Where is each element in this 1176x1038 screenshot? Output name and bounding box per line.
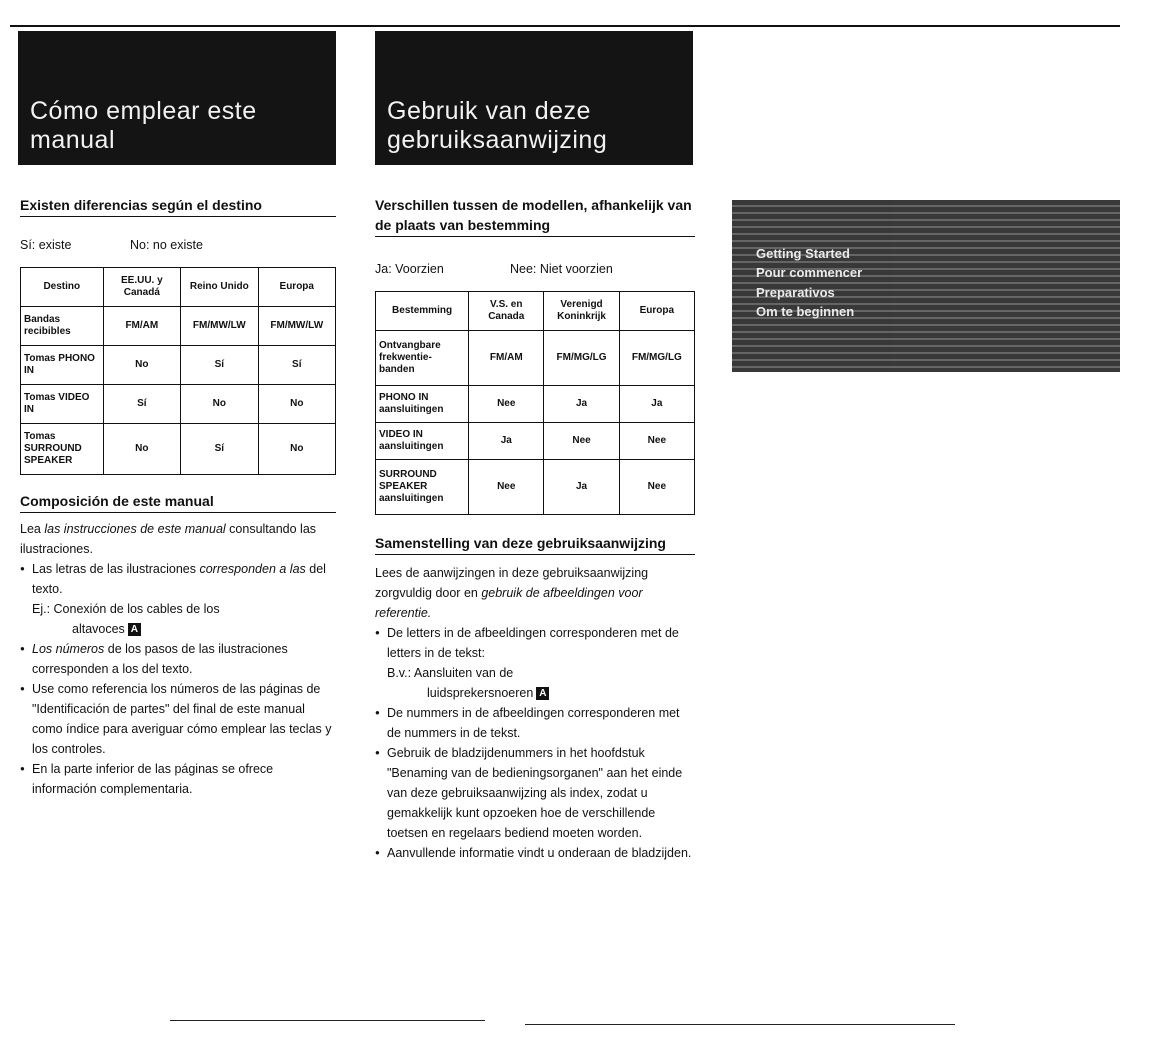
table-cell: No — [103, 424, 180, 475]
table-cell: Nee — [619, 460, 694, 515]
legend-yes: Ja: Voorzien — [375, 262, 444, 276]
legend-no: Nee: Niet voorzien — [510, 262, 613, 276]
list-item: ● Gebruik de bladzijdenummers in het hoofdstuk "Benaming van de bedieningsorganen" aan het einde van deze gebruiksaanwijzing als index, zodat u gemakkelijk kunt opzoeken hoe de verschillende toetsen en regelaars bediend moeten worden. — [375, 743, 695, 843]
example-line — [32, 619, 336, 639]
legend — [20, 235, 336, 255]
thumbnail-line: Pour commencer — [756, 265, 863, 280]
table-cell: Sí — [181, 424, 258, 475]
table-row — [21, 346, 336, 385]
text-run-italic: las instrucciones de este manual — [44, 522, 226, 536]
list-item: ● En la parte inferior de las páginas se ofrece información complementaria. — [20, 759, 336, 799]
table-header: Europa — [619, 292, 694, 331]
table-cell: Sí — [258, 346, 335, 385]
table-cell: FM/AM — [469, 331, 544, 386]
table-header: Europa — [258, 268, 335, 307]
table-cell: Bandas recibibles — [21, 307, 104, 346]
table-row — [21, 385, 336, 424]
section-heading-destinations: Existen diferencias según el destino — [20, 195, 336, 217]
table-header: V.S. en Canada — [469, 292, 544, 331]
table-row — [376, 386, 695, 423]
table-cell: PHONO IN aansluitingen — [376, 386, 469, 423]
table-cell: Tomas SURROUND SPEAKER — [21, 424, 104, 475]
text-run: De letters in de afbeeldingen corresponderen met de letters in de tekst: — [387, 626, 679, 660]
legend-yes: Sí: existe — [20, 238, 72, 252]
table-cell: No — [258, 424, 335, 475]
intro-paragraph — [20, 519, 336, 559]
text-run: del texto. — [32, 562, 326, 596]
bullet-list — [375, 623, 695, 863]
table-cell: No — [103, 346, 180, 385]
example-line: B.v.: Aansluiten van de — [387, 666, 514, 680]
intro-paragraph — [375, 563, 695, 623]
table-cell: Sí — [181, 346, 258, 385]
table-header: EE.UU. y Canadá — [103, 268, 180, 307]
list-item — [375, 623, 695, 703]
table-header: Reino Unido — [181, 268, 258, 307]
destination-table — [20, 267, 336, 475]
column-spanish — [20, 195, 336, 799]
thumbnail-line: Getting Started — [756, 246, 850, 261]
table-header: Verenigd Koninkrijk — [544, 292, 619, 331]
table-cell: Ja — [469, 423, 544, 460]
table-cell: Tomas VIDEO IN — [21, 385, 104, 424]
section-banner-nl — [375, 31, 693, 165]
table-row — [21, 307, 336, 346]
table-cell: FM/MG/LG — [619, 331, 694, 386]
table-row — [376, 423, 695, 460]
list-item: ● De nummers in de afbeeldingen corresponderen met de nummers in de tekst. — [375, 703, 695, 743]
table-cell: Ja — [619, 386, 694, 423]
section-heading-destinations: Verschillen tussen de modellen, afhankelijk van de plaats van bestemming — [375, 195, 695, 237]
text-run: luidsprekersnoeren — [427, 686, 534, 700]
table-cell: Ja — [544, 386, 619, 423]
table-cell: Nee — [469, 460, 544, 515]
section-heading-composition: Composición de este manual — [20, 491, 336, 513]
table-cell: Nee — [544, 423, 619, 460]
text-run: Lea — [20, 522, 45, 536]
thumbnail-line: Om te beginnen — [756, 304, 855, 319]
bullet-list — [20, 559, 336, 799]
text-run-italic: Los números — [32, 642, 105, 656]
text-run-italic: gebruik de afbeeldingen voor referentie. — [375, 586, 643, 620]
table-cell: No — [181, 385, 258, 424]
table-cell: FM/MW/LW — [258, 307, 335, 346]
thumbnail-line: Preparativos — [756, 285, 835, 300]
section-tab-thumbnail — [732, 200, 1120, 372]
text-run: altavoces — [72, 622, 125, 636]
destination-table — [375, 291, 695, 515]
table-row — [376, 460, 695, 515]
list-item — [20, 559, 336, 639]
table-row — [376, 331, 695, 386]
table-header-row — [21, 268, 336, 307]
bottom-rule — [170, 1020, 485, 1021]
banner-title: Cómo emplear este manual — [30, 97, 257, 154]
figure-letter-badge: A — [128, 623, 141, 636]
list-item: ● Use como referencia los números de las páginas de "Identificación de partes" del final de este manual como índice para averiguar cómo emplear las teclas y los controles. — [20, 679, 336, 759]
table-cell: Ja — [544, 460, 619, 515]
table-header: Bestemming — [376, 292, 469, 331]
legend — [375, 259, 695, 279]
list-item — [20, 639, 336, 679]
table-cell: VIDEO IN aansluitingen — [376, 423, 469, 460]
table-header: Destino — [21, 268, 104, 307]
table-cell: FM/AM — [103, 307, 180, 346]
text-run: Las letras de las ilustraciones — [32, 562, 200, 576]
text-run: Lees de aanwijzingen in deze gebruiksaanwijzing zorgvuldig door en — [375, 566, 649, 600]
legend-no: No: no existe — [130, 238, 203, 252]
text-run: de los pasos de las ilustraciones corresponden a los del texto. — [32, 642, 288, 676]
table-cell: Ontvangbare frekwentie-banden — [376, 331, 469, 386]
table-cell: Nee — [469, 386, 544, 423]
bottom-rule — [525, 1024, 955, 1025]
table-row — [21, 424, 336, 475]
column-dutch — [375, 195, 695, 863]
section-banner-es — [18, 31, 336, 165]
banner-title: Gebruik van deze gebruiksaanwijzing — [387, 97, 608, 154]
figure-letter-badge: A — [536, 687, 549, 700]
text-run: consultando las ilustraciones. — [20, 522, 317, 556]
example-line: Ej.: Conexión de los cables de los — [32, 602, 220, 616]
example-line — [387, 683, 695, 703]
table-cell: Tomas PHONO IN — [21, 346, 104, 385]
section-heading-composition: Samenstelling van deze gebruiksaanwijzing — [375, 533, 695, 555]
table-cell: Sí — [103, 385, 180, 424]
table-cell: FM/MW/LW — [181, 307, 258, 346]
table-cell: No — [258, 385, 335, 424]
top-rule — [10, 25, 1120, 27]
table-cell: FM/MG/LG — [544, 331, 619, 386]
table-cell: Nee — [619, 423, 694, 460]
list-item: ● Aanvullende informatie vindt u onderaan de bladzijden. — [375, 843, 695, 863]
text-run-italic: corresponden a las — [199, 562, 306, 576]
table-header-row — [376, 292, 695, 331]
table-cell: SURROUND SPEAKER aansluitingen — [376, 460, 469, 515]
